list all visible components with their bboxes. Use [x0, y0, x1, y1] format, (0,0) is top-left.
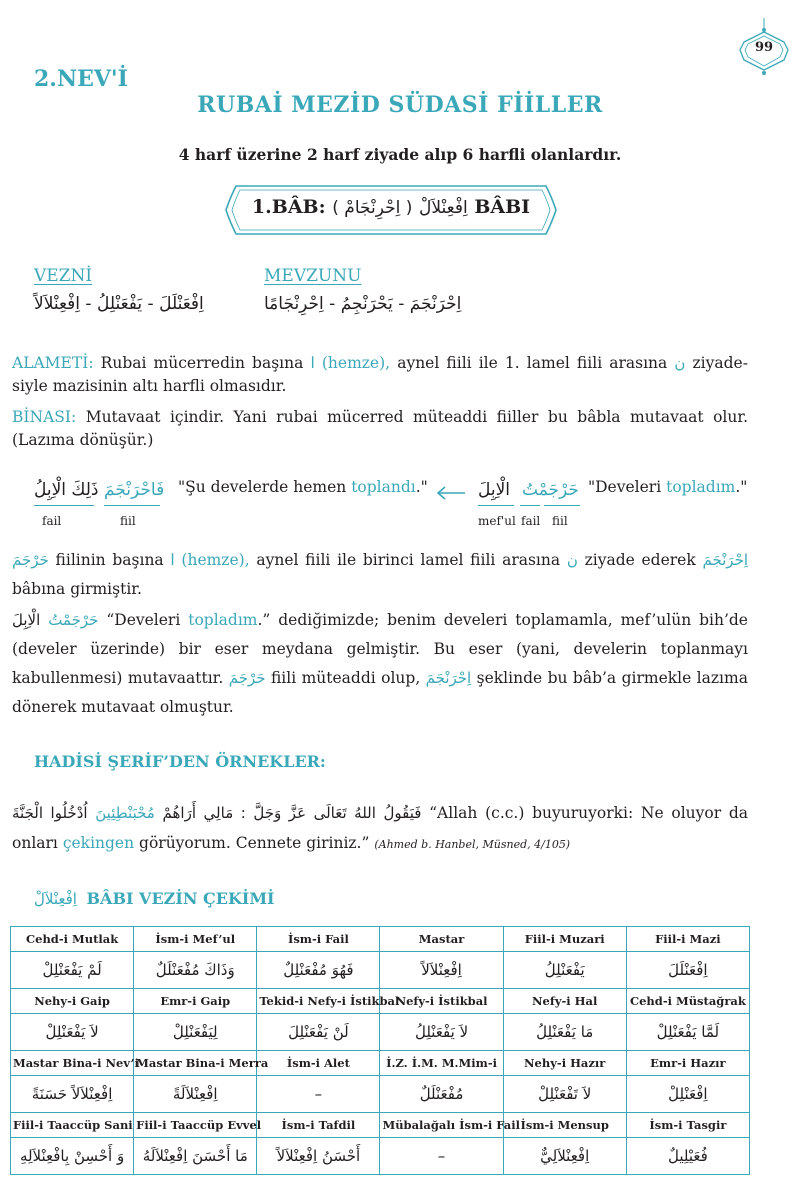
hadis-text-2: görüyorum. Cennete giriniz.” [139, 834, 370, 852]
table-header-cell: Nehy-i Gaip [11, 989, 134, 1014]
underline-meful [478, 505, 514, 506]
bab-arabic: اِفْعِنْلاَلْ [419, 198, 468, 218]
table-header-cell: İsm-i Tasgir [626, 1113, 749, 1138]
hadis-heading: HADİSİ ŞERİF’DEN ÖRNEKLER: [34, 752, 326, 771]
table-arabic-row [11, 952, 750, 989]
vezni-label: VEZNİ [34, 266, 93, 286]
para3-text-4: bâbına girmiştir. [12, 580, 142, 598]
hadis-arabic-c: اُدْخُلُوا الْجَنَّةَ [12, 804, 88, 822]
bab-number: 1.BÂB: [251, 196, 326, 218]
alameti-text-3: ziyade-siyle mazisinin altı harfli olmasıdır. [12, 354, 748, 395]
example-left-arabic-2: فَاحْرَنْجَمَ [104, 480, 165, 500]
table-header-row [11, 989, 750, 1014]
vezin-heading-text: BÂBI VEZİN ÇEKİMİ [86, 889, 275, 908]
hadis-text-1: “Allah (c.c.) buyuruyorki: Ne oluyor da onları [12, 804, 748, 852]
mevzunu-label: MEVZUNU [264, 266, 362, 286]
table-arabic-cell: لاَ يَفْعَنْلِلُ [380, 1014, 503, 1051]
example-left-highlight: toplandı [351, 478, 416, 496]
table-header-cell: Fiil-i Mazi [626, 927, 749, 952]
para3-text-2: aynel fiili ile birinci lamel fiili arasına [256, 551, 561, 569]
grammar-meful: mef'ul [478, 514, 516, 528]
bab-title-frame [222, 182, 560, 238]
vezin-arabic: اِفْعِنْلاَلْ [34, 890, 77, 908]
table-arabic-row [11, 1138, 750, 1175]
grammar-fail-left: fail [42, 514, 62, 528]
table-arabic-cell: لَمَّا يَفْعَنْلِلْ [626, 1014, 749, 1051]
table-header-cell: İsm-i Mensup [503, 1113, 626, 1138]
table-header-cell: Nefy-i İstikbal [380, 989, 503, 1014]
table-header-cell: Cehd-i Müstağrak [626, 989, 749, 1014]
para3-text-3: ziyade ederek [584, 551, 696, 569]
example-right-quote-1: "Develeri [588, 478, 662, 496]
underline-fail-right [520, 505, 540, 506]
table-arabic-cell: وَ أَحْسِنْ بِافْعِنْلاَلِهِ [11, 1138, 134, 1175]
table-header-cell: Nehy-i Hazır [503, 1051, 626, 1076]
table-arabic-cell: – [257, 1076, 380, 1113]
table-header-cell: İ.Z. İ.M. M.Mim-i [380, 1051, 503, 1076]
para3-hemze: ا (hemze), [170, 551, 250, 569]
para3-text-1: fiilinin başına [55, 551, 164, 569]
para4-text-4: şeklinde bu bâb’a girmekle lazıma dönerek mutavaat olmuştur. [12, 669, 748, 716]
example-right-highlight: topladım [666, 478, 736, 496]
explanation-paragraph-1 [12, 546, 748, 604]
alameti-nun: ن [674, 354, 686, 372]
binasi-paragraph [12, 406, 748, 452]
underline-fail-left [34, 505, 94, 506]
alameti-label: ALAMETİ: [12, 354, 94, 372]
alameti-text-2: aynel fiili ile 1. lamel fiili arasına [397, 354, 668, 372]
grammar-fiil-right: fiil [552, 514, 568, 528]
table-arabic-cell: اِفْعِنْلاَلاً [380, 952, 503, 989]
alameti-hemze: ا (hemze), [310, 354, 391, 372]
table-header-cell: Cehd-i Mutlak [11, 927, 134, 952]
table-arabic-cell: – [380, 1138, 503, 1175]
page-number-ornament [736, 18, 792, 78]
alameti-text-1: Rubai mücerredin başına [100, 354, 304, 372]
para4-text-3: fiili müteaddi olup, [270, 669, 421, 687]
subtitle: 4 harf üzerine 2 harf ziyade alıp 6 harfli olanlardır. [178, 145, 622, 164]
section-heading: 2.NEV'İ [34, 66, 128, 92]
table-header-cell: Fiil-i Muzari [503, 927, 626, 952]
table-arabic-cell: لَنْ يَفْعَنْلِلَ [257, 1014, 380, 1051]
example-left-quote [178, 478, 428, 496]
table-header-cell: Fiil-i Taaccüp Sani [11, 1113, 134, 1138]
table-arabic-cell: وَذَاكَ مُفْعَنْلَلٌ [134, 952, 257, 989]
table-arabic-cell: لِيَفْعَنْلِلْ [134, 1014, 257, 1051]
explanation-paragraph-2 [12, 606, 748, 722]
para4-arabic-1: حَرْجَمْتُ [48, 611, 99, 629]
table-arabic-cell: لَمْ يَفْعَنْلِلْ [11, 952, 134, 989]
para4-text-2: .” dediğimizde; benim develeri toplamamla, mef’ulün bih’de (develer üzerinde) bir eser meydana gelmiştir. Bu eser (yani, develerin toplanmayı kabullenmesi) mutavaattır. [12, 611, 748, 687]
para4-arabic-3: اِحْرَنْجَمَ [425, 669, 472, 687]
table-arabic-cell: اِفْعِنْلاَلاً حَسَنَةً [11, 1076, 134, 1113]
table-arabic-cell: فُعَيْلِيلٌ [626, 1138, 749, 1175]
para4-arabic-1b: الْاِبِلَ [12, 611, 41, 629]
table-header-cell: Mastar Bina-i Nev’i [11, 1051, 134, 1076]
hadis-arabic-b: مُحْبَنْطِئِينَ [95, 804, 155, 822]
example-left-arabic-1: ذَلِكَ الْاِبِلُ [34, 480, 99, 500]
table-header-cell: Emr-i Gaip [134, 989, 257, 1014]
page-number: 99 [754, 40, 774, 55]
table-arabic-cell: لاَ تَفْعَنْلِلْ [503, 1076, 626, 1113]
example-right-quote-2: ." [735, 478, 748, 496]
table-header-cell: Mübalağalı İsm-i Fail [380, 1113, 503, 1138]
hadis-highlight: çekingen [62, 834, 135, 852]
grammar-fail-right: fail [521, 514, 541, 528]
table-header-cell: Mastar [380, 927, 503, 952]
table-arabic-cell: اِفْعِنْلاَلَةً [134, 1076, 257, 1113]
bab-word: BÂBI [474, 196, 531, 218]
table-header-row [11, 1113, 750, 1138]
hadis-source: (Ahmed b. Hanbel, Müsned, 4/105) [374, 838, 571, 851]
binasi-text: Mutavaat içindir. Yani rubai mücerred müteaddi fiiller bu bâbla mutavaat olur. (Lazıma dönüşür.) [12, 408, 748, 449]
table-arabic-cell: مَا أَحْسَنَ اِفْعِنْلاَلَهُ [134, 1138, 257, 1175]
underline-fiil-left [104, 505, 160, 506]
table-arabic-cell: مَا يَفْعَنْلِلُ [503, 1014, 626, 1051]
table-arabic-row [11, 1076, 750, 1113]
example-right-arabic-2: حَرْجَمْتُ [522, 480, 579, 500]
table-header-cell: İsm-i Fail [257, 927, 380, 952]
table-arabic-cell: مُفْعَنْلَلٌ [380, 1076, 503, 1113]
para4-highlight: topladım [188, 611, 258, 629]
vezin-heading [34, 889, 275, 908]
binasi-label: BİNASI: [12, 408, 77, 426]
example-left-quote-2: ." [415, 478, 428, 496]
table-header-cell: İsm-i Tafdil [257, 1113, 380, 1138]
example-right-arabic-1: الْاِبِلَ [478, 480, 511, 500]
table-arabic-row [11, 1014, 750, 1051]
table-arabic-cell: يَفْعَنْلِلُ [503, 952, 626, 989]
table-header-cell: İsm-i Mef’ul [134, 927, 257, 952]
example-right-quote [588, 478, 747, 496]
hadis-arabic-a: فَيَقُولُ اللهُ تَعَالَى عَزَّ وَجَلَّ : مَالِي أَرَاهُمْ [162, 804, 422, 822]
table-header-cell: Nefy-i Hal [503, 989, 626, 1014]
table-arabic-cell: لاَ يَفْعَنْلِلْ [11, 1014, 134, 1051]
table-header-row [11, 927, 750, 952]
underline-fiil-right [544, 505, 580, 506]
table-arabic-cell: اِفْعِنْلاَلِيٌّ [503, 1138, 626, 1175]
mevzunu-arabic: اِحْرَنْجَمَ - يَحْرَنْجِمُ - اِحْرِنْجَامًا [264, 294, 462, 314]
table-header-cell: Fiil-i Taaccüp Evvel [134, 1113, 257, 1138]
table-header-cell: İsm-i Alet [257, 1051, 380, 1076]
table-header-cell: Mastar Bina-i Merra [134, 1051, 257, 1076]
arrow-left-icon [436, 486, 466, 500]
para3-nun: ن [566, 551, 578, 569]
page-title: RUBAİ MEZİD SÜDASİ FİİLLER [197, 92, 603, 118]
example-left-quote-1: "Şu develerde hemen [178, 478, 347, 496]
table-header-cell: Tekid-i Nefy-i İstikbal [257, 989, 380, 1014]
para4-text-1: “Develeri [106, 611, 181, 629]
bab-masdar: ( اِحْرِنْجَامْ ) [332, 198, 413, 218]
table-arabic-cell: أَحْسَنُ اِفْعِنْلاَلاً [257, 1138, 380, 1175]
table-arabic-cell: فَهُوَ مُفْعَنْلِلٌ [257, 952, 380, 989]
para4-arabic-2: حَرْجَمَ [228, 669, 266, 687]
para3-arabic-2: اِحْرَنْجَمَ [702, 551, 749, 569]
alameti-paragraph [12, 352, 748, 398]
para3-arabic-1: حَرْجَمَ [12, 551, 49, 569]
table-header-row [11, 1051, 750, 1076]
table-arabic-cell: اِفْعَنْلِلْ [626, 1076, 749, 1113]
table-arabic-cell: اِفْعَنْلَلَ [626, 952, 749, 989]
grammar-fiil-left: fiil [120, 514, 136, 528]
conjugation-table [10, 926, 750, 1175]
hadis-paragraph [12, 798, 748, 860]
vezni-arabic: اِفْعَنْلَلَ - يَفْعَنْلِلُ - اِفْعِنْلاَلاً [34, 294, 204, 314]
table-header-cell: Emr-i Hazır [626, 1051, 749, 1076]
